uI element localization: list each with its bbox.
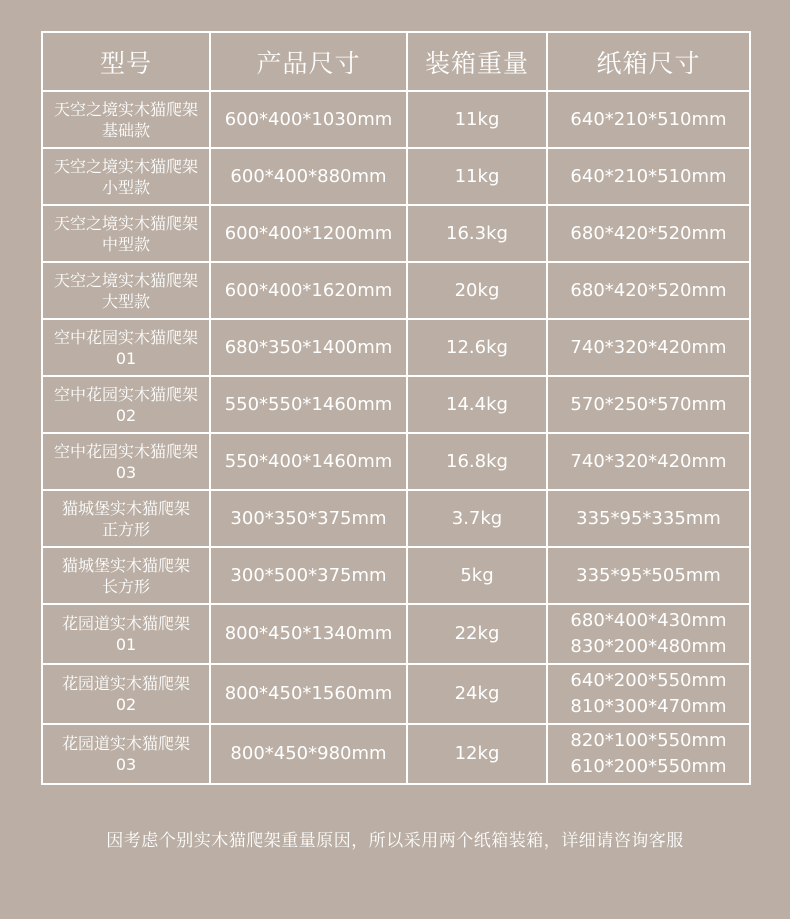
table-row xyxy=(42,91,750,148)
box-size-cell xyxy=(547,319,750,376)
product-size-cell: 680*350*1400mm xyxy=(210,319,407,376)
box-size-line: 820*100*550mm xyxy=(570,730,727,751)
product-size-cell: 800*450*1560mm xyxy=(210,664,407,724)
model-cell xyxy=(42,490,210,547)
model-name-line: 01 xyxy=(115,635,137,654)
product-size-cell: 550*400*1460mm xyxy=(210,433,407,490)
footnote: 因考虑个别实木猫爬架重量原因，所以采用两个纸箱装箱，详细请咨询客服 xyxy=(106,831,684,851)
box-size-line: 335*95*335mm xyxy=(576,507,721,529)
packing-weight-cell: 12kg xyxy=(407,724,547,784)
packing-weight-cell: 22kg xyxy=(407,604,547,664)
model-name-line: 猫城堡实木猫爬架 xyxy=(61,498,190,518)
packing-weight-cell: 12.6kg xyxy=(407,319,547,376)
table-row xyxy=(42,547,750,604)
packing-weight-cell: 5kg xyxy=(407,547,547,604)
table-row xyxy=(42,148,750,205)
box-size-line: 610*200*550mm xyxy=(570,756,727,777)
model-name-line: 天空之境实木猫爬架 xyxy=(53,99,198,119)
product-size-cell: 800*450*980mm xyxy=(210,724,407,784)
box-size-cell xyxy=(547,91,750,148)
packing-weight-cell: 24kg xyxy=(407,664,547,724)
box-size-line: 810*300*470mm xyxy=(570,696,727,717)
table-row xyxy=(42,376,750,433)
model-name-line: 天空之境实木猫爬架 xyxy=(53,156,198,176)
model-name-line: 花园道实木猫爬架 xyxy=(61,674,190,693)
product-size-cell: 600*400*1620mm xyxy=(210,262,407,319)
table-row xyxy=(42,604,750,664)
box-size-cell xyxy=(547,547,750,604)
box-size-cell xyxy=(547,724,750,784)
model-name-line: 基础款 xyxy=(101,120,150,140)
model-cell xyxy=(42,205,210,262)
model-name-line: 花园道实木猫爬架 xyxy=(61,734,190,753)
model-cell xyxy=(42,664,210,724)
product-size-cell: 600*400*880mm xyxy=(210,148,407,205)
model-name-line: 空中花园实木猫爬架 xyxy=(53,384,198,404)
box-size-line: 640*210*510mm xyxy=(570,108,727,130)
model-name-line: 空中花园实木猫爬架 xyxy=(53,441,198,461)
box-size-line: 335*95*505mm xyxy=(576,564,721,586)
box-size-line: 570*250*570mm xyxy=(570,393,727,415)
model-cell xyxy=(42,148,210,205)
model-name-line: 长方形 xyxy=(101,576,150,596)
packing-weight-cell: 11kg xyxy=(407,91,547,148)
packing-weight-cell: 16.3kg xyxy=(407,205,547,262)
packing-weight-cell: 14.4kg xyxy=(407,376,547,433)
header-packing-weight: 装箱重量 xyxy=(407,32,547,91)
model-cell xyxy=(42,91,210,148)
table-row xyxy=(42,664,750,724)
product-size-cell: 300*500*375mm xyxy=(210,547,407,604)
table-row xyxy=(42,262,750,319)
model-name-line: 01 xyxy=(115,348,137,368)
table-row xyxy=(42,433,750,490)
model-name-line: 02 xyxy=(115,405,137,425)
model-cell xyxy=(42,262,210,319)
model-cell xyxy=(42,724,210,784)
box-size-line: 740*320*420mm xyxy=(570,450,727,472)
model-cell xyxy=(42,376,210,433)
packing-weight-cell: 16.8kg xyxy=(407,433,547,490)
model-name-line: 03 xyxy=(115,755,137,774)
spec-table xyxy=(41,31,751,785)
model-cell xyxy=(42,604,210,664)
box-size-cell xyxy=(547,262,750,319)
model-name-line: 天空之境实木猫爬架 xyxy=(53,270,198,290)
product-size-cell: 600*400*1200mm xyxy=(210,205,407,262)
table-row xyxy=(42,319,750,376)
box-size-cell xyxy=(547,433,750,490)
header-box-size: 纸箱尺寸 xyxy=(547,32,750,91)
model-name-line: 03 xyxy=(115,462,137,482)
table-row xyxy=(42,205,750,262)
packing-weight-cell: 20kg xyxy=(407,262,547,319)
model-name-line: 大型款 xyxy=(101,291,150,311)
table-row xyxy=(42,724,750,784)
model-name-line: 猫城堡实木猫爬架 xyxy=(61,555,190,575)
packing-weight-cell: 11kg xyxy=(407,148,547,205)
box-size-line: 680*420*520mm xyxy=(570,279,727,301)
table-row xyxy=(42,490,750,547)
box-size-line: 640*210*510mm xyxy=(570,165,727,187)
header-product-size: 产品尺寸 xyxy=(210,32,407,91)
model-name-line: 空中花园实木猫爬架 xyxy=(53,327,198,347)
box-size-cell xyxy=(547,490,750,547)
model-name-line: 中型款 xyxy=(101,234,150,254)
box-size-cell xyxy=(547,376,750,433)
product-size-cell: 550*550*1460mm xyxy=(210,376,407,433)
box-size-line: 830*200*480mm xyxy=(570,636,727,657)
model-cell xyxy=(42,547,210,604)
product-size-cell: 600*400*1030mm xyxy=(210,91,407,148)
model-name-line: 小型款 xyxy=(101,177,150,197)
product-size-cell: 800*450*1340mm xyxy=(210,604,407,664)
box-size-cell xyxy=(547,148,750,205)
packing-weight-cell: 3.7kg xyxy=(407,490,547,547)
model-cell xyxy=(42,319,210,376)
box-size-cell xyxy=(547,604,750,664)
box-size-cell xyxy=(547,664,750,724)
header-row xyxy=(42,32,750,91)
model-name-line: 花园道实木猫爬架 xyxy=(61,614,190,633)
product-size-cell: 300*350*375mm xyxy=(210,490,407,547)
header-model: 型号 xyxy=(42,32,210,91)
box-size-line: 640*200*550mm xyxy=(570,670,727,691)
box-size-line: 680*400*430mm xyxy=(570,610,727,631)
box-size-line: 680*420*520mm xyxy=(570,222,727,244)
box-size-cell xyxy=(547,205,750,262)
box-size-line: 740*320*420mm xyxy=(570,336,727,358)
model-name-line: 天空之境实木猫爬架 xyxy=(53,213,198,233)
model-name-line: 02 xyxy=(115,695,137,714)
model-name-line: 正方形 xyxy=(101,519,150,539)
model-cell xyxy=(42,433,210,490)
